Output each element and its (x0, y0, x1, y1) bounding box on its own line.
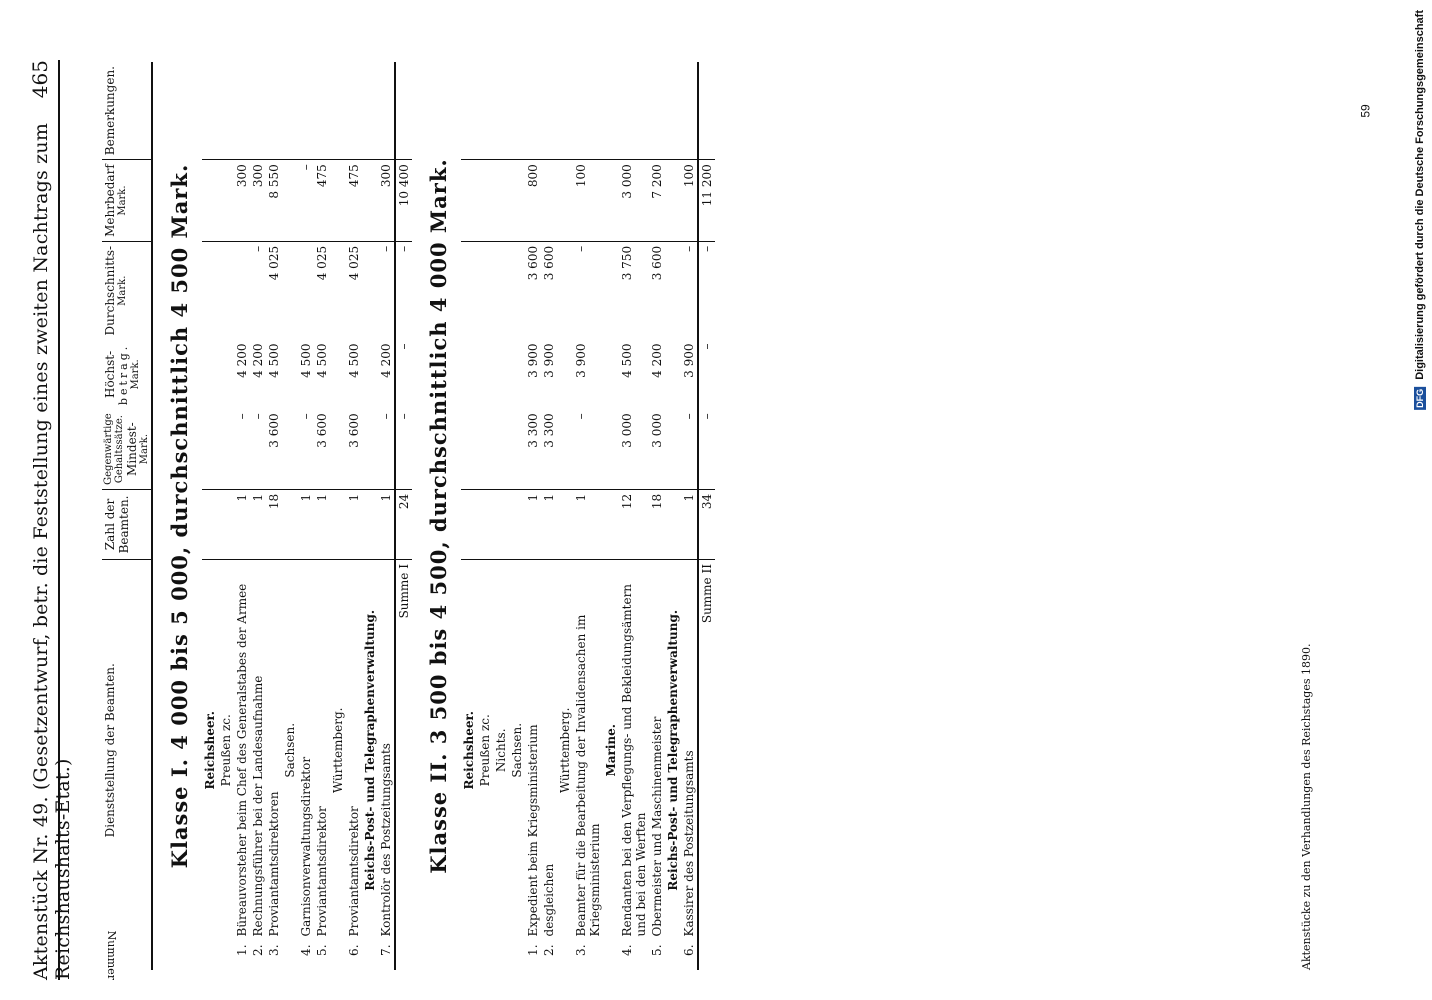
row-number (665, 940, 681, 970)
row-mindest: – (298, 409, 314, 489)
row-mehr (218, 160, 234, 242)
row-hoechst (557, 339, 573, 409)
klasse-title: Klasse I. 4 000 bis 5 000, durchschnittlich 4 500 Mark. (167, 163, 192, 869)
row-hoechst: 4 500 (299, 343, 313, 378)
rotated-document (0, 40, 1360, 1000)
row-mehr (557, 160, 573, 242)
row-bemerk (282, 62, 298, 160)
row-durch (603, 241, 619, 339)
row-durch (218, 241, 234, 339)
row-durch (493, 241, 509, 339)
section-heading: Reichsheer. (462, 711, 476, 790)
row-bemerk (250, 62, 266, 160)
dfg-text: Digitalisierung gefördert durch die Deutsche Forschungsgemeinschaft (1414, 10, 1426, 380)
row-durch: 4 025 (315, 245, 329, 281)
row-number: 7. (379, 944, 393, 956)
row-mindest: – (234, 409, 250, 489)
row-zahl (557, 489, 573, 559)
row-durch: – (379, 245, 393, 252)
row-durch: 3 600 (526, 245, 540, 281)
section-row (202, 62, 218, 970)
row-bemerk (525, 62, 541, 160)
row-number (282, 940, 298, 970)
row-hoechst (493, 339, 509, 409)
row-durch: 3 600 (542, 245, 556, 281)
row-hoechst: 4 200 (235, 343, 249, 378)
section-heading: Reichs-Post- und Telegraphenverwaltung. (666, 609, 680, 891)
row-mindest: 3 000 (649, 409, 665, 489)
row-mehr (477, 160, 493, 242)
row-number (362, 940, 378, 970)
row-mindest: – (681, 409, 698, 489)
row-number (493, 940, 509, 970)
hoechst-label: Höchst- (103, 350, 117, 399)
row-zahl: 1 (541, 489, 557, 559)
row-zahl: 1 (378, 489, 395, 559)
table-row (346, 62, 362, 970)
sum-row (395, 62, 412, 970)
sum-durch: – (395, 241, 412, 339)
row-zahl (493, 489, 509, 559)
section-row (603, 62, 619, 970)
row-mehr: 300 (234, 160, 250, 242)
row-mindest: 3 000 (619, 409, 649, 489)
row-bemerk (493, 62, 509, 160)
row-bemerk (218, 62, 234, 160)
row-number (477, 940, 493, 970)
row-durch (477, 241, 493, 339)
row-durch (234, 241, 250, 339)
row-bemerk (557, 62, 573, 160)
row-label: Rendanten bei den Verpflegungs- und Bekleidungsämtern und bei den Werften (620, 583, 648, 937)
row-number: 2. (251, 944, 265, 956)
row-mehr (541, 160, 557, 242)
row-bemerk (266, 62, 282, 160)
row-label: Kassirer des Postzeitungsamts (682, 750, 696, 937)
row-hoechst: 3 900 (542, 343, 556, 378)
row-number: 3. (267, 944, 281, 956)
page-title: Aktenstück Nr. 49. (Gesetzentwurf, betr. die Feststellung eines zweiten Nachtrags zum Reichshaushalts-Etat.) (30, 122, 74, 980)
row-label: Proviantamtsdirektor (347, 806, 361, 937)
row-durch (461, 241, 477, 339)
row-bemerk (681, 62, 698, 160)
row-label: Obermeister und Maschinenmeister (650, 716, 664, 937)
row-mehr (202, 160, 218, 242)
row-bemerk (346, 62, 362, 160)
row-durch (202, 241, 218, 339)
row-mehr: 300 (378, 160, 395, 242)
mehrbedarf-label: Mehrbedarf (103, 164, 117, 237)
mindest-label: Mindest- (125, 422, 139, 476)
row-mehr: 475 (346, 160, 362, 242)
row-mindest: – (573, 409, 603, 489)
row-mehr: 100 (573, 160, 603, 242)
row-durch (509, 241, 525, 339)
row-bemerk (461, 62, 477, 160)
row-number: 1. (526, 944, 540, 956)
row-durch: 3 750 (620, 245, 634, 281)
table-row (573, 62, 603, 970)
row-label: Proviantamtsdirektoren (267, 791, 281, 937)
row-mindest (665, 409, 681, 489)
table-row (619, 62, 649, 970)
col-name-header: Dienststellung der Beamten. (102, 560, 152, 941)
row-number (330, 940, 346, 970)
row-mindest: 3 600 (314, 409, 330, 489)
row-hoechst: 4 200 (650, 343, 664, 378)
page-number: 465 (28, 60, 52, 99)
col-nr-header (102, 940, 152, 970)
col-bemerk-header: Bemerkungen. (102, 62, 152, 160)
row-number (698, 940, 715, 970)
row-label: desgleichen (542, 863, 556, 937)
section-row (557, 62, 573, 970)
row-mehr (461, 160, 477, 242)
row-zahl: 1 (314, 489, 330, 559)
dfg-badge: DFG (1415, 388, 1425, 408)
row-mehr: 800 (525, 160, 541, 242)
col-durch-header (102, 241, 152, 339)
row-hoechst: 4 200 (251, 343, 265, 378)
mark-label: Mark. (139, 433, 150, 465)
row-mindest (557, 409, 573, 489)
table-row (234, 62, 250, 970)
row-bemerk (603, 62, 619, 160)
row-mindest (509, 409, 525, 489)
section-heading: Reichs-Post- und Telegraphenverwaltung. (363, 609, 377, 891)
row-hoechst: 4 500 (347, 343, 361, 378)
sum-bemerk (698, 62, 715, 160)
sum-hoechst: – (395, 339, 412, 409)
row-mindest (461, 409, 477, 489)
nummer-label: Nummer (105, 930, 118, 980)
subsection-heading: Preußen zc. (478, 714, 492, 787)
row-mindest: 3 300 (541, 409, 557, 489)
mark-label: Mark. (130, 359, 141, 390)
subsection-heading: Nichts. (494, 728, 508, 773)
row-zahl (603, 489, 619, 559)
row-zahl: 1 (573, 489, 603, 559)
row-zahl: 1 (250, 489, 266, 559)
mark-label: Mark. (117, 185, 128, 216)
row-number (202, 940, 218, 970)
row-durch (362, 241, 378, 339)
durchschnitt-label: Durchschnitts- (103, 245, 117, 336)
row-mehr: 7 200 (649, 160, 665, 242)
row-mindest (477, 409, 493, 489)
row-number: 2. (542, 944, 556, 956)
subsection-heading: Sachsen. (510, 722, 524, 778)
row-hoechst (330, 339, 346, 409)
klasse-title-row (412, 62, 461, 970)
row-mehr: 475 (314, 160, 330, 242)
row-label: Büreauvorsteher beim Chef des Generalstabes der Armee (235, 583, 249, 937)
row-durch (330, 241, 346, 339)
row-bemerk (665, 62, 681, 160)
row-bemerk (541, 62, 557, 160)
row-hoechst: 3 900 (574, 343, 588, 378)
row-mindest (493, 409, 509, 489)
sum-label: Summe II (698, 560, 715, 941)
section-heading: Marine. (604, 724, 618, 777)
row-label: Beamter für die Bearbeitung der Invalidensachen im Kriegsministerium (574, 614, 602, 937)
row-zahl: 18 (266, 489, 282, 559)
row-number: 5. (315, 944, 329, 956)
row-bemerk (649, 62, 665, 160)
row-mindest (282, 409, 298, 489)
row-mehr (509, 160, 525, 242)
sum-zahl: 34 (698, 489, 715, 559)
row-durch: 4 025 (347, 245, 361, 281)
row-bemerk (330, 62, 346, 160)
row-mindest: – (250, 409, 266, 489)
row-number: 5. (650, 944, 664, 956)
table-row (250, 62, 266, 970)
row-mindest: 3 600 (346, 409, 362, 489)
row-hoechst (665, 339, 681, 409)
row-mindest (362, 409, 378, 489)
section-heading: Reichsheer. (203, 711, 217, 790)
salary-table-wrapper (102, 62, 715, 970)
row-hoechst (282, 339, 298, 409)
row-label: Proviantamtsdirektor (315, 806, 329, 937)
mark-label: Mark. (117, 275, 128, 306)
row-number: 4. (299, 944, 313, 956)
row-zahl (461, 489, 477, 559)
row-mehr (282, 160, 298, 242)
row-bemerk (314, 62, 330, 160)
row-bemerk (573, 62, 603, 160)
row-bemerk (477, 62, 493, 160)
row-durch (282, 241, 298, 339)
row-hoechst (362, 339, 378, 409)
sum-durch: – (698, 241, 715, 339)
header-rule (58, 60, 60, 980)
sum-hoechst: – (698, 339, 715, 409)
subsection-heading: Württemberg. (558, 707, 572, 793)
row-mindest: – (378, 409, 395, 489)
section-row (509, 62, 525, 970)
klasse-title-row (152, 62, 202, 970)
row-mehr: 300 (250, 160, 266, 242)
row-durch: – (251, 245, 265, 252)
sum-mindest: – (698, 409, 715, 489)
row-number (557, 940, 573, 970)
section-row (461, 62, 477, 970)
row-zahl (509, 489, 525, 559)
row-mehr (493, 160, 509, 242)
subsection-heading: Württemberg. (331, 707, 345, 793)
row-number: 1. (235, 944, 249, 956)
row-durch: – (574, 245, 588, 252)
row-hoechst: 4 500 (620, 343, 634, 378)
sum-mindest: – (395, 409, 412, 489)
row-mindest: 3 600 (266, 409, 282, 489)
row-mehr: 3 000 (619, 160, 649, 242)
row-number (509, 940, 525, 970)
row-zahl (218, 489, 234, 559)
sum-mehr: 10 400 (395, 160, 412, 242)
row-mindest (603, 409, 619, 489)
row-hoechst: 3 900 (526, 343, 540, 378)
table-body (152, 62, 715, 970)
footer-note: Aktenstücke zu den Verhandlungen des Reichstages 1890. (1300, 643, 1313, 970)
col-hoechst-header (102, 339, 152, 409)
row-durch (665, 241, 681, 339)
row-mehr (330, 160, 346, 242)
row-hoechst (202, 339, 218, 409)
row-zahl (665, 489, 681, 559)
row-bemerk (234, 62, 250, 160)
row-bemerk (619, 62, 649, 160)
section-row (362, 62, 378, 970)
row-bemerk (362, 62, 378, 160)
row-hoechst (603, 339, 619, 409)
gehalt-group-label: Gegenwärtige Gehaltssätze. (103, 413, 125, 485)
row-label: Kontrolör des Postzeitungsamts (379, 743, 393, 937)
row-label: Garnisonverwaltungsdirektor (299, 756, 313, 937)
section-row (330, 62, 346, 970)
sum-label: Summe I (395, 560, 412, 941)
table-row (266, 62, 282, 970)
row-mindest (330, 409, 346, 489)
betrag-label: betrag. (117, 343, 130, 406)
row-number (218, 940, 234, 970)
row-hoechst (461, 339, 477, 409)
row-number: 6. (347, 944, 361, 956)
salary-table (102, 62, 715, 970)
row-mehr: – (298, 160, 314, 242)
row-hoechst (509, 339, 525, 409)
table-row (649, 62, 665, 970)
row-zahl (202, 489, 218, 559)
row-durch (298, 241, 314, 339)
row-hoechst: 4 500 (267, 343, 281, 378)
row-label: Rechnungsführer bei der Landesaufnahme (251, 675, 265, 937)
row-mehr (362, 160, 378, 242)
row-hoechst (218, 339, 234, 409)
sum-row (698, 62, 715, 970)
row-zahl: 1 (234, 489, 250, 559)
section-row (665, 62, 681, 970)
section-row (493, 62, 509, 970)
row-mehr: 8 550 (266, 160, 282, 242)
col-zahl-header: Zahl der Beamten. (102, 489, 152, 559)
row-number: 3. (574, 944, 588, 956)
sum-zahl: 24 (395, 489, 412, 559)
row-number (461, 940, 477, 970)
subsection-heading: Preußen zc. (219, 714, 233, 787)
row-number (395, 940, 412, 970)
row-hoechst: 4 500 (315, 343, 329, 378)
row-zahl (330, 489, 346, 559)
row-bemerk (298, 62, 314, 160)
row-bemerk (202, 62, 218, 160)
row-mindest (202, 409, 218, 489)
row-zahl: 1 (681, 489, 698, 559)
row-bemerk (378, 62, 395, 160)
row-zahl: 1 (346, 489, 362, 559)
col-mindest-header (102, 409, 152, 489)
row-hoechst (477, 339, 493, 409)
row-number: 4. (620, 944, 634, 956)
klasse-title: Klasse II. 3 500 bis 4 500, durchschnittlich 4 000 Mark. (426, 158, 451, 874)
row-zahl: 1 (525, 489, 541, 559)
row-durch: – (682, 245, 696, 252)
row-durch: 3 600 (650, 245, 664, 281)
table-row (314, 62, 330, 970)
col-mehr-header (102, 160, 152, 242)
row-hoechst: 4 200 (379, 343, 393, 378)
row-zahl: 1 (298, 489, 314, 559)
sum-mehr: 11 200 (698, 160, 715, 242)
row-mindest (218, 409, 234, 489)
row-zahl (362, 489, 378, 559)
row-mehr (665, 160, 681, 242)
row-mehr: 100 (681, 160, 698, 242)
table-row (298, 62, 314, 970)
row-zahl (282, 489, 298, 559)
row-zahl (477, 489, 493, 559)
row-mehr (603, 160, 619, 242)
row-bemerk (509, 62, 525, 160)
section-row (477, 62, 493, 970)
row-zahl: 12 (619, 489, 649, 559)
section-row (282, 62, 298, 970)
header-row (102, 62, 152, 970)
scan-page-number: 59 (1358, 104, 1373, 118)
row-durch: 4 025 (267, 245, 281, 281)
row-number: 6. (682, 944, 696, 956)
table-row (525, 62, 541, 970)
row-label: Expedient beim Kriegsministerium (526, 724, 540, 937)
table-row (541, 62, 557, 970)
row-number (603, 940, 619, 970)
page-header (28, 60, 74, 980)
sum-bemerk (395, 62, 412, 160)
row-hoechst: 3 900 (682, 343, 696, 378)
table-row (378, 62, 395, 970)
subsection-heading: Sachsen. (283, 722, 297, 778)
section-row (218, 62, 234, 970)
row-durch (557, 241, 573, 339)
dfg-sidebar (1414, 10, 1426, 410)
row-zahl: 18 (649, 489, 665, 559)
table-row (681, 62, 698, 970)
row-mindest: 3 300 (525, 409, 541, 489)
